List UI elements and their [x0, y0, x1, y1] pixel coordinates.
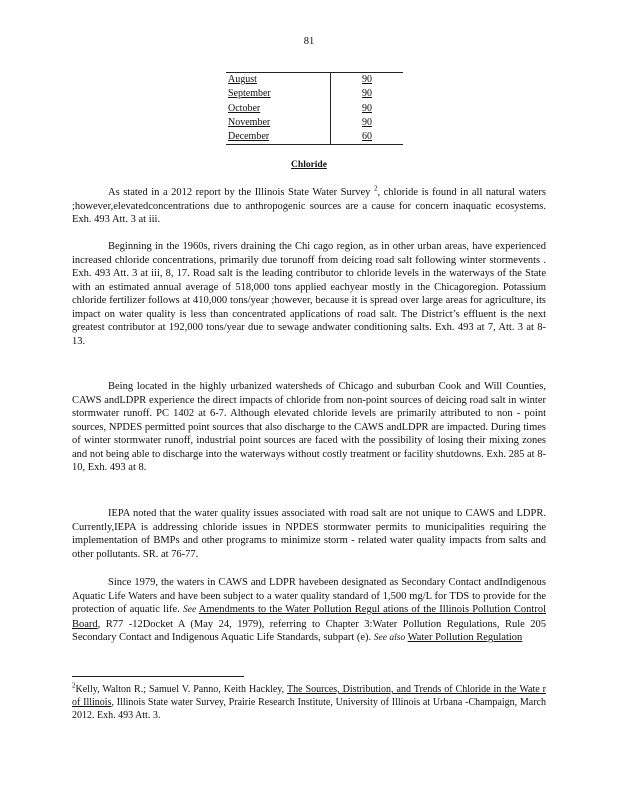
month-label: December	[228, 131, 270, 143]
paragraph-text: Since 1979, the waters in CAWS and LDPR havebeen designated as Secondary Contact andIndigenous Aquatic Life Waters and have been subject to a water quality standard of 1,500 mg/L for TDS to provide for the protection of aquatic life.	[72, 577, 546, 615]
table-row	[226, 87, 403, 101]
citation-title: Amendments to the Water Pollution Regul ations of the Illinois Pollution Control Board	[72, 604, 546, 630]
paragraph-1	[72, 186, 546, 227]
month-value: 90	[362, 116, 372, 128]
footnote-marker: 2	[373, 184, 378, 193]
table-row	[226, 102, 403, 116]
month-value: 90	[362, 74, 372, 85]
citation-signal: See also	[373, 633, 406, 643]
citation-title: Water Pollution Regulation	[407, 632, 523, 643]
footnote-text: , Illinois State water Survey, Prairie Research Institute, University of Illinois at Urbana -Champaign, March 2012. Exh. 493 Att. 3.	[72, 697, 546, 721]
month-label: September	[228, 88, 271, 100]
footnote	[72, 683, 546, 722]
footnote-marker: 2	[72, 681, 76, 690]
paragraph-3: Being located in the highly urbanized watersheds of Chicago and suburban Cook and Will Counties, CAWS andLDPR experience the direct impacts of chloride from non-point sources of deicing road salt in winter stormwater runoff. PC 1402 at 6-7. Although elevated chloride levels are primarily attributed to non - point sources, NPDES permitted point sources that also discharge to the CAWS andLDPR are impacted. During times of winter stormwater runoff, industrial point sources are faced with the possibility of losing their mixing zones and not being able to discharge into the waterways without costly treatment or facility shutdowns. Exh. 285 at 8-10, Exh. 493 at 8.	[72, 381, 546, 473]
month-label: August	[228, 74, 257, 85]
paragraph-text: As stated in a 2012 report by the Illinois State Water Survey	[108, 187, 374, 198]
citation-signal: See	[182, 605, 197, 615]
footnote-title: The Sources, Distribution, and Trends of Chloride in the Wate r of Illinois	[72, 684, 547, 708]
month-label: October	[228, 102, 261, 114]
page-number: 81	[303, 36, 315, 47]
footnote-text: Kelly, Walton R.; Samuel V. Panno, Keith Hackley,	[75, 684, 287, 695]
month-value: 90	[362, 102, 372, 114]
paragraph-4: IEPA noted that the water quality issues associated with road salt are not unique to CAWS and LDPR. Currently,IEPA is addressing chloride issues in NPDES stormwater permits to municipalities requiring the implementation of BMPs and other programs to minimize storm - related water quality impacts from salts and other pollutants. SR. at 76-77.	[72, 508, 546, 560]
month-value: 90	[362, 88, 372, 100]
footnote-divider	[72, 676, 244, 677]
table-row	[226, 116, 403, 130]
monthly-values-table	[226, 72, 403, 145]
section-heading: Chloride	[291, 160, 327, 170]
paragraph-text: , chloride is found in all natural waters ;however,elevatedconcentrations due to anthropogenic sources are a cause for concern inaquatic ecosystems. Exh. 493 Att. 3 at iii.	[72, 187, 546, 225]
month-label: November	[228, 116, 271, 128]
table-row	[226, 73, 403, 88]
paragraph-5	[72, 576, 546, 646]
paragraph-text: , R77 -12Docket A (May 24, 1979), referring to Chapter 3:Water Pollution Regulations, Rule 205 Secondary Contact and Indigenous Aquatic Life Standards, subpart (e).	[72, 618, 546, 643]
month-value: 60	[362, 131, 372, 143]
table-row	[226, 130, 403, 145]
paragraph-2: Beginning in the 1960s, rivers draining the Chi cago region, as in other urban areas, have experienced increased chloride concentrations, primarily due torunoff from deicing road salt following winter stormevents . Exh. 493 Att. 3 at iii, 8, 17. Road salt is the leading contributor to chloride levels in the waterways of the State with an estimated annual average of 518,000 tons applied eachyear mostly in the Chicagoregion. Potassium chloride fertilizer follows at 410,000 tons/year ;however, because it is spread over large areas for agriculture, its impact on water quality is less than concentrated applications of road salt. The District’s effluent is the next greatest contributor at 192,000 tons/year due to sewage andwater conditioning salts. Exh. 493 at 7, Att. 3 at 8-13.	[72, 241, 546, 347]
